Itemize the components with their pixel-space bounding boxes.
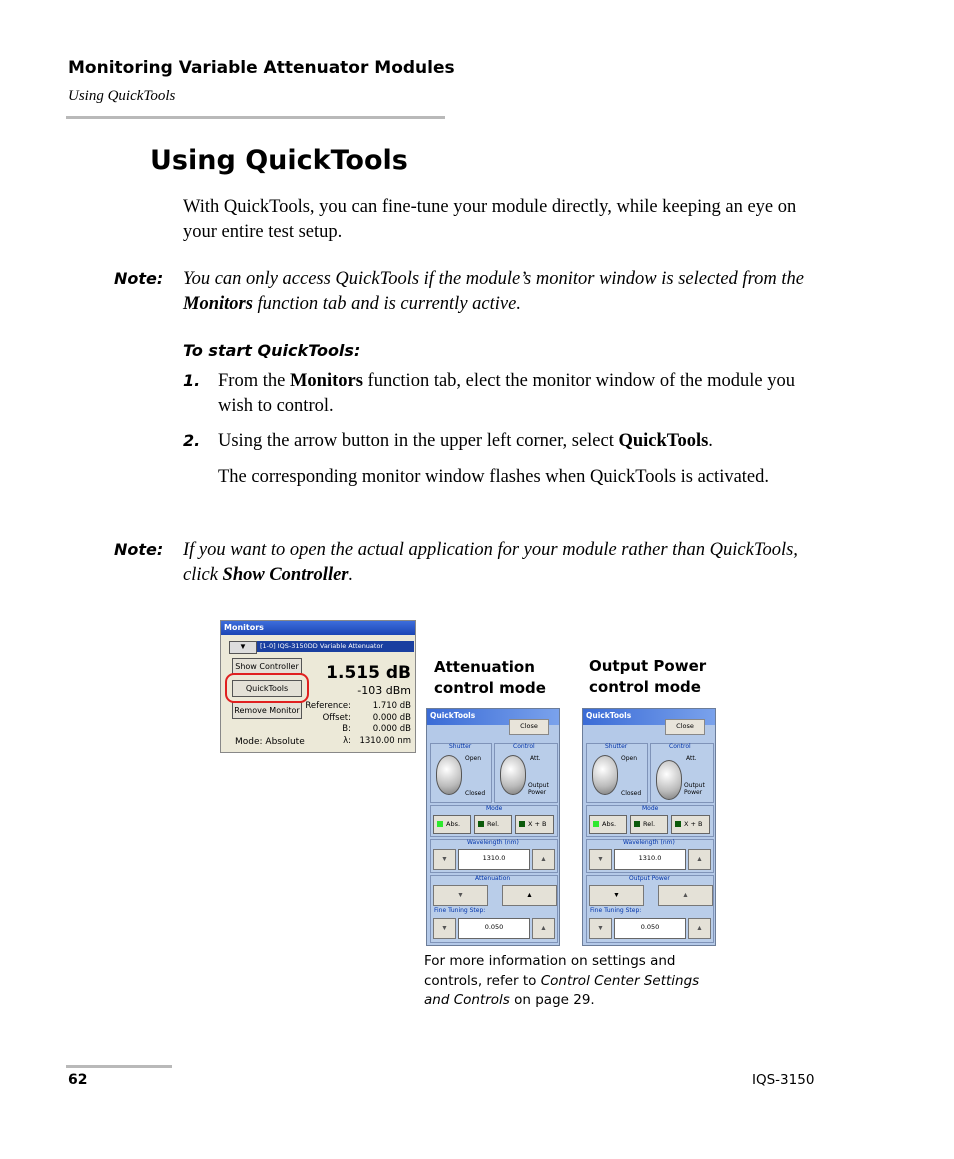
step-field[interactable]: 0.050 bbox=[458, 918, 530, 939]
step-followup: The corresponding monitor window flashes when QuickTools is activated. bbox=[218, 467, 770, 487]
control-label: Control bbox=[513, 743, 535, 750]
quicktools-title-bar: QuickTools bbox=[427, 709, 559, 725]
note-text: If you want to open the actual application for your module rather than QuickTools, click Show Controller. bbox=[183, 540, 798, 585]
abs-button[interactable]: Abs. bbox=[433, 815, 471, 834]
output-power-label: Output Power bbox=[528, 782, 549, 796]
shutter-group bbox=[586, 743, 648, 803]
shutter-switch[interactable] bbox=[592, 755, 618, 795]
show-controller-button[interactable]: Show Controller bbox=[232, 658, 302, 675]
reading-row: B: 0.000 dB bbox=[342, 724, 411, 734]
note-label: Note: bbox=[114, 269, 164, 288]
footer-rule bbox=[66, 1065, 172, 1068]
quicktools-button[interactable]: QuickTools bbox=[232, 680, 302, 697]
power-up-button[interactable]: ▲ bbox=[658, 885, 713, 906]
wavelength-field[interactable]: 1310.0 bbox=[614, 849, 686, 870]
running-header-subtitle: Using QuickTools bbox=[68, 88, 176, 104]
output-power-group bbox=[586, 875, 714, 943]
att-label: Att. bbox=[686, 755, 697, 762]
running-header-title: Monitoring Variable Attenuator Modules bbox=[68, 58, 455, 78]
module-bar: [1-0] IQS-3150DD Variable Attenuator bbox=[257, 641, 414, 652]
power-reading: -103 dBm bbox=[357, 684, 411, 697]
step-number: 2. bbox=[183, 431, 201, 450]
wavelength-label: Wavelength (nm) bbox=[467, 839, 519, 846]
header-rule bbox=[66, 116, 445, 119]
step-text: Using the arrow button in the upper left corner, select QuickTools. bbox=[218, 431, 713, 451]
close-button[interactable]: Close bbox=[509, 719, 549, 735]
control-label: Control bbox=[669, 743, 691, 750]
wavelength-group bbox=[586, 839, 714, 873]
quicktools-panel-output-power bbox=[582, 708, 716, 946]
control-switch[interactable] bbox=[656, 760, 682, 800]
attenuation-group bbox=[430, 875, 558, 943]
intro-paragraph: With QuickTools, you can fine-tune your module directly, while keeping an eye on your entire test setup. bbox=[183, 197, 797, 242]
reading-row: Reference: 1.710 dB bbox=[305, 701, 411, 711]
step-up-button[interactable]: ▲ bbox=[688, 918, 711, 939]
step-up-button[interactable]: ▲ bbox=[532, 918, 555, 939]
reading-row: λ: 1310.00 nm bbox=[343, 735, 411, 746]
output-power-group-label: Output Power bbox=[629, 875, 670, 882]
mode-group bbox=[586, 805, 714, 837]
quicktools-highlight bbox=[225, 673, 309, 703]
step-down-button[interactable]: ▼ bbox=[433, 918, 456, 939]
wavelength-up-button[interactable]: ▲ bbox=[532, 849, 555, 870]
note-label: Note: bbox=[114, 540, 164, 559]
page-number: 62 bbox=[68, 1072, 88, 1088]
step-field[interactable]: 0.050 bbox=[614, 918, 686, 939]
monitors-title: Monitors bbox=[221, 621, 416, 635]
att-label: Att. bbox=[530, 755, 541, 762]
monitors-window bbox=[220, 620, 416, 753]
wavelength-label: Wavelength (nm) bbox=[623, 839, 675, 846]
closed-label: Closed bbox=[621, 790, 642, 797]
control-group bbox=[494, 743, 558, 803]
shutter-label: Shutter bbox=[605, 743, 628, 750]
procedure-title: To start QuickTools: bbox=[183, 341, 361, 360]
step-down-button[interactable]: ▼ bbox=[589, 918, 612, 939]
caption-output-power: Output Power control mode bbox=[589, 657, 707, 696]
rel-button[interactable]: Rel. bbox=[630, 815, 668, 834]
mode-group bbox=[430, 805, 558, 837]
fine-step-label: Fine Tuning Step: bbox=[590, 907, 642, 914]
closed-label: Closed bbox=[465, 790, 486, 797]
reading-table bbox=[301, 701, 411, 747]
attenuation-down-button[interactable]: ▼ bbox=[433, 885, 488, 906]
figure-note: For more information on settings and controls, refer to Control Center Settings and Controls on page 29. bbox=[424, 953, 700, 1008]
output-power-label: Output Power bbox=[684, 782, 705, 796]
control-group bbox=[650, 743, 714, 803]
wavelength-up-button[interactable]: ▲ bbox=[688, 849, 711, 870]
fine-step-label: Fine Tuning Step: bbox=[434, 907, 486, 914]
mode-label: Mode: Absolute bbox=[235, 737, 305, 747]
reading-row: Offset: 0.000 dB bbox=[322, 712, 411, 723]
power-down-button[interactable]: ▼ bbox=[589, 885, 644, 906]
xb-button[interactable]: X + B bbox=[515, 815, 554, 834]
wavelength-down-button[interactable]: ▼ bbox=[433, 849, 456, 870]
menu-arrow-button[interactable]: ▼ bbox=[229, 641, 257, 654]
note-text: You can only access QuickTools if the module’s monitor window is selected from the Monitors function tab and is currently active. bbox=[183, 269, 804, 314]
step-number: 1. bbox=[183, 371, 201, 390]
wavelength-field[interactable]: 1310.0 bbox=[458, 849, 530, 870]
xb-button[interactable]: X + B bbox=[671, 815, 710, 834]
quicktools-title-bar: QuickTools bbox=[583, 709, 715, 725]
quicktools-panel-attenuation bbox=[426, 708, 560, 946]
attenuation-up-button[interactable]: ▲ bbox=[502, 885, 557, 906]
open-label: Open bbox=[465, 755, 482, 762]
wavelength-group bbox=[430, 839, 558, 873]
shutter-label: Shutter bbox=[449, 743, 472, 750]
rel-button[interactable]: Rel. bbox=[474, 815, 512, 834]
section-heading: Using QuickTools bbox=[150, 145, 408, 176]
abs-button[interactable]: Abs. bbox=[589, 815, 627, 834]
remove-monitor-button[interactable]: Remove Monitor bbox=[232, 702, 302, 719]
close-button[interactable]: Close bbox=[665, 719, 705, 735]
caption-attenuation: Attenuation control mode bbox=[434, 658, 546, 697]
control-switch[interactable] bbox=[500, 755, 526, 795]
attenuation-label: Attenuation bbox=[475, 875, 511, 882]
main-reading: 1.515 dB bbox=[326, 663, 411, 683]
mode-group-label: Mode bbox=[642, 805, 659, 812]
wavelength-down-button[interactable]: ▼ bbox=[589, 849, 612, 870]
shutter-group bbox=[430, 743, 492, 803]
shutter-switch[interactable] bbox=[436, 755, 462, 795]
document-id: IQS-3150 bbox=[752, 1072, 815, 1088]
step-text: From the Monitors function tab, elect the monitor window of the module you wish to control. bbox=[218, 371, 796, 416]
open-label: Open bbox=[621, 755, 638, 762]
mode-group-label: Mode bbox=[486, 805, 503, 812]
